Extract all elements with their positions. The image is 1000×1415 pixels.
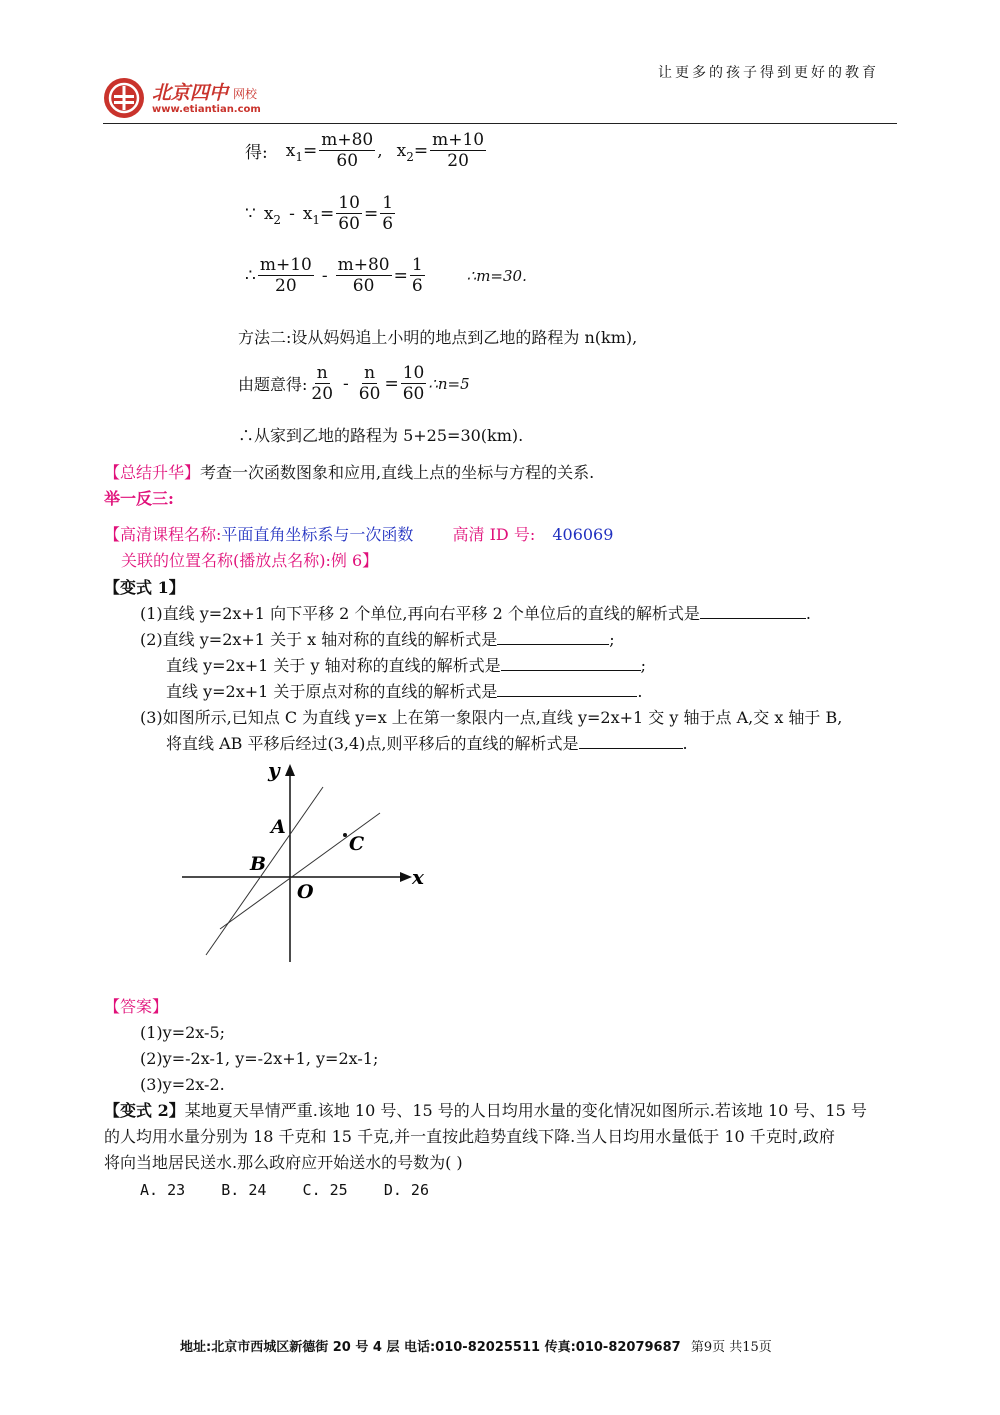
eq-sign: = xyxy=(320,203,335,224)
variant1-q2a: (2)直线 y=2x+1 关于 x 轴对称的直线的解析式是 ; xyxy=(140,630,615,649)
course-info xyxy=(104,525,613,545)
point-a-label: A xyxy=(271,816,286,838)
variant2-title: 【变式 2】 xyxy=(104,1101,185,1120)
header-rule xyxy=(103,123,897,124)
x1-sub: 1 xyxy=(295,149,303,164)
coordinate-figure xyxy=(180,757,440,967)
frac-1-6: $\frac{1}{6}$ xyxy=(382,193,394,234)
frac-10-60: $\frac{10}{60}$ xyxy=(338,193,360,234)
logo-url: www.etiantian.com xyxy=(152,104,261,115)
origin-label: O xyxy=(297,881,314,903)
course-position xyxy=(121,551,378,571)
frac-m10-20: $\frac{m+10}{20}$ xyxy=(259,255,312,296)
summary xyxy=(104,463,594,483)
y-axis-arrow-icon xyxy=(285,764,295,776)
eq-sign: = xyxy=(384,373,399,394)
answer-3: (3)y=2x-2. xyxy=(140,1075,225,1094)
logo xyxy=(102,76,302,120)
variant1-q3a: (3)如图所示,已知点 C 为直线 y=x 上在第一象限内一点,直线 y=2x+1 交 y 轴于点 A,交 x 轴于 B, xyxy=(140,708,843,727)
point-c xyxy=(343,833,347,837)
logo-suffix: 网校 xyxy=(233,87,258,101)
eq-sign: = xyxy=(302,140,318,161)
x1-fraction: $\frac{m+80}{60}$ xyxy=(321,130,374,171)
frac-n-20: $\frac{n}{20}$ xyxy=(311,363,334,404)
frac-1-6: $\frac{1}{6}$ xyxy=(411,255,423,296)
m-result: ∴m=30. xyxy=(466,266,527,285)
course-label: 【高清课程名称: xyxy=(104,525,222,544)
footer xyxy=(180,1336,772,1355)
therefore-symbol: ∴ xyxy=(245,265,256,286)
x1-var: x xyxy=(302,203,313,224)
minus-sign: - xyxy=(321,265,328,286)
x2-sub: 2 xyxy=(406,149,414,164)
minus-sign: - xyxy=(289,203,295,224)
because-symbol: ∵ xyxy=(245,203,256,224)
method-two: 方法二:设从妈妈追上小明的地点到乙地的路程为 n(km), xyxy=(238,328,638,347)
header-slogan: 让更多的孩子得到更好的教育 xyxy=(658,65,879,81)
comma: , xyxy=(377,140,383,161)
pos-label: 关联的位置名称(播放点名称): xyxy=(121,551,331,570)
y-axis-label: y xyxy=(268,758,280,782)
conclusion: ∴从家到乙地的路程为 5+25=30(km). xyxy=(238,426,524,445)
x1-sub: 1 xyxy=(312,212,321,227)
variant1-q1: (1)直线 y=2x+1 向下平移 2 个单位,再向右平移 2 个单位后的直线的解析式是 . xyxy=(140,604,811,623)
x2-sub: 2 xyxy=(273,212,282,227)
course-id-label: 高清 ID 号: xyxy=(452,525,536,544)
frac-m80-60: $\frac{m+80}{60}$ xyxy=(337,255,390,296)
x-axis-arrow-icon xyxy=(400,872,412,882)
eq-method-two xyxy=(238,363,470,404)
variant1-q3b: 将直线 AB 平移后经过(3,4)点,则平移后的直线的解析式是 . xyxy=(166,734,688,753)
course-name: 平面直角坐标系与一次函数 xyxy=(221,525,414,544)
eq-difference xyxy=(245,193,397,234)
x-axis-label: x xyxy=(412,865,424,889)
variant1-q2c: 直线 y=2x+1 关于原点对称的直线的解析式是 . xyxy=(166,682,643,701)
eq-x-values xyxy=(245,130,488,171)
eq-sign: = xyxy=(363,203,379,224)
summary-label: 【总结升华】 xyxy=(104,463,201,482)
x2-fraction: $\frac{m+10}{20}$ xyxy=(432,130,485,171)
logo-name: 北京四中 xyxy=(152,82,229,104)
x2-var: x xyxy=(263,203,274,224)
x1-var: x xyxy=(285,140,296,161)
course-id: 406069 xyxy=(552,525,614,544)
de-label: 得: xyxy=(245,143,268,163)
answer-1: (1)y=2x-5; xyxy=(140,1023,226,1042)
minus-sign: - xyxy=(343,373,349,394)
pos-value: 例 6】 xyxy=(330,551,379,570)
eq-sign: = xyxy=(393,265,408,286)
n-result: ∴n=5 xyxy=(428,374,470,393)
m2-lead: 由题意得: xyxy=(238,375,308,394)
answer-label: 【答案】 xyxy=(104,997,169,1016)
eq-sign: = xyxy=(413,140,429,161)
variant2-line2: 的人均用水量分别为 18 千克和 15 千克,并一直按此趋势直线下降.当人日均用水量低于 10 千克时,政府 xyxy=(104,1127,835,1146)
variant1-q2b: 直线 y=2x+1 关于 y 轴对称的直线的解析式是 ; xyxy=(166,656,647,675)
variant2-options: A. 23 B. 24 C. 25 D. 26 xyxy=(140,1181,429,1199)
footer-page: 第9页 共15页 xyxy=(690,1340,772,1355)
variant2-line3: 将向当地居民送水.那么政府应开始送水的号数为( ) xyxy=(104,1153,463,1172)
logo-emblem-icon xyxy=(102,76,146,120)
variant2-line1: 【变式 2】某地夏天旱情严重.该地 10 号、15 号的人日均用水量的变化情况如图所示.若该地 10 号、15 号 xyxy=(104,1101,867,1120)
summary-text: 考查一次函数图象和应用,直线上点的坐标与方程的关系. xyxy=(200,463,595,482)
frac-10-60: $\frac{10}{60}$ xyxy=(402,363,425,404)
variant1-title: 【变式 1】 xyxy=(104,578,185,597)
point-c-label: C xyxy=(349,833,365,855)
point-b-label: B xyxy=(250,853,267,875)
frac-n-60: $\frac{n}{60}$ xyxy=(358,363,381,404)
juyi-heading: 举一反三: xyxy=(104,489,174,508)
footer-address: 地址:北京市西城区新德街 20 号 4 层 电话:010-82025511 传真:010-82079687 xyxy=(180,1340,681,1355)
answer-2: (2)y=-2x-1, y=-2x+1, y=2x-1; xyxy=(140,1049,379,1068)
x2-var: x xyxy=(396,140,407,161)
eq-solve-m xyxy=(245,255,527,296)
line-y-eq-x xyxy=(220,813,380,929)
